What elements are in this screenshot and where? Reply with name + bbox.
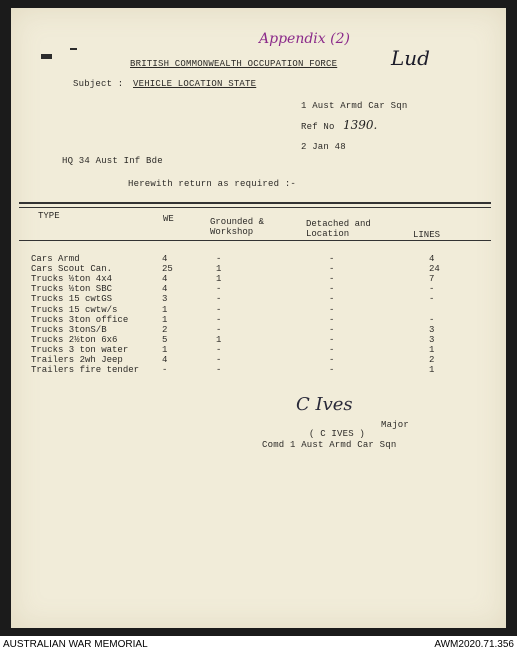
row-detached: -: [329, 314, 335, 325]
row-detached: -: [329, 355, 335, 365]
row-lines: -: [429, 294, 435, 305]
row-detached: -: [329, 344, 335, 355]
document-page: [11, 8, 506, 628]
row-type: Cars Armd: [31, 254, 80, 264]
header-we: WE: [163, 214, 174, 224]
punch-mark: [70, 48, 77, 50]
row-we: 4: [162, 355, 168, 365]
ref-label: Ref No: [301, 122, 335, 132]
row-type: Cars Scout Can.: [31, 264, 113, 275]
row-we: 3: [162, 294, 168, 305]
signatory-name: ( C IVES ): [309, 429, 366, 439]
row-detached: -: [329, 365, 335, 376]
row-type: Trailers fire tender: [31, 365, 140, 376]
row-type: Trucks 3ton office: [31, 314, 129, 325]
punch-mark: [41, 54, 52, 59]
archive-footer: [0, 636, 517, 653]
row-detached: -: [329, 274, 335, 285]
row-grounded: 1: [216, 274, 222, 285]
subject-text: VEHICLE LOCATION STATE: [133, 79, 257, 89]
header-grounded-1: Grounded &: [210, 217, 265, 227]
row-lines: 4: [429, 254, 435, 264]
row-grounded: -: [216, 324, 222, 335]
row-detached: -: [329, 254, 335, 264]
signature: C Ives: [296, 394, 353, 415]
row-we: 4: [162, 254, 168, 264]
ref-number: 1390.: [343, 118, 378, 132]
row-we: 1: [162, 344, 168, 355]
row-detached: -: [329, 294, 335, 305]
row-grounded: -: [216, 355, 222, 365]
row-lines: 24: [429, 264, 440, 275]
row-type: Trucks 15 cwtGS: [31, 294, 113, 305]
row-lines: 1: [429, 365, 435, 376]
row-lines: -: [429, 284, 435, 295]
row-grounded: 1: [216, 334, 222, 345]
row-grounded: 1: [216, 264, 222, 275]
archive-reference: AWM2020.71.356: [434, 639, 514, 650]
archive-name: AUSTRALIAN WAR MEMORIAL: [3, 639, 148, 650]
row-grounded: -: [216, 284, 222, 295]
signatory-rank: Major: [381, 420, 410, 430]
row-lines: 3: [429, 334, 435, 345]
initials-annotation: Lud: [391, 46, 430, 70]
row-we: 1: [162, 304, 168, 315]
org-heading: BRITISH COMMONWEALTH OCCUPATION FORCE: [130, 59, 338, 69]
row-we: 5: [162, 334, 168, 345]
subject-label: Subject :: [73, 79, 124, 89]
row-grounded: -: [216, 365, 222, 376]
row-type: Trucks 15 cwtw/s: [31, 304, 118, 315]
row-type: Trucks ½ton SBC: [31, 284, 113, 295]
row-lines: -: [429, 314, 435, 325]
table-top-rule-2: [19, 207, 491, 208]
row-type: Trucks ½ton 4x4: [31, 274, 113, 285]
row-lines: 7: [429, 274, 435, 285]
row-lines: 2: [429, 355, 435, 365]
row-grounded: -: [216, 314, 222, 325]
row-we: 1: [162, 314, 168, 325]
row-type: Trucks 3 ton water: [31, 344, 129, 355]
table-top-rule: [19, 202, 491, 204]
row-lines: 3: [429, 324, 435, 335]
row-we: 4: [162, 274, 168, 285]
table-header-rule: [19, 240, 491, 241]
row-detached: -: [329, 334, 335, 345]
row-detached: -: [329, 324, 335, 335]
row-type: Trailers 2wh Jeep: [31, 355, 123, 365]
row-grounded: -: [216, 304, 222, 315]
header-type: TYPE: [38, 211, 60, 221]
row-grounded: -: [216, 344, 222, 355]
signatory-appointment: Comd 1 Aust Armd Car Sqn: [262, 440, 397, 450]
row-we: 2: [162, 324, 168, 335]
addressee: HQ 34 Aust Inf Bde: [62, 156, 163, 166]
row-we: -: [162, 365, 168, 376]
intro-line: Herewith return as required :-: [128, 179, 297, 189]
appendix-annotation: Appendix (2): [259, 31, 350, 47]
row-type: Trucks 2½ton 6x6: [31, 334, 118, 345]
row-we: 4: [162, 284, 168, 295]
row-detached: -: [329, 304, 335, 315]
row-type: Trucks 3tonS/B: [31, 324, 107, 335]
row-we: 25: [162, 264, 173, 275]
header-detached-1: Detached and: [306, 219, 371, 229]
date-text: 2 Jan 48: [301, 142, 346, 152]
header-lines: LINES: [413, 230, 441, 240]
header-grounded-2: Workshop: [210, 227, 254, 237]
header-detached-2: Location: [306, 229, 350, 239]
row-detached: -: [329, 264, 335, 275]
row-detached: -: [329, 284, 335, 295]
row-grounded: -: [216, 294, 222, 305]
from-unit: 1 Aust Armd Car Sqn: [301, 101, 408, 111]
row-lines: 1: [429, 344, 435, 355]
row-grounded: -: [216, 254, 222, 264]
